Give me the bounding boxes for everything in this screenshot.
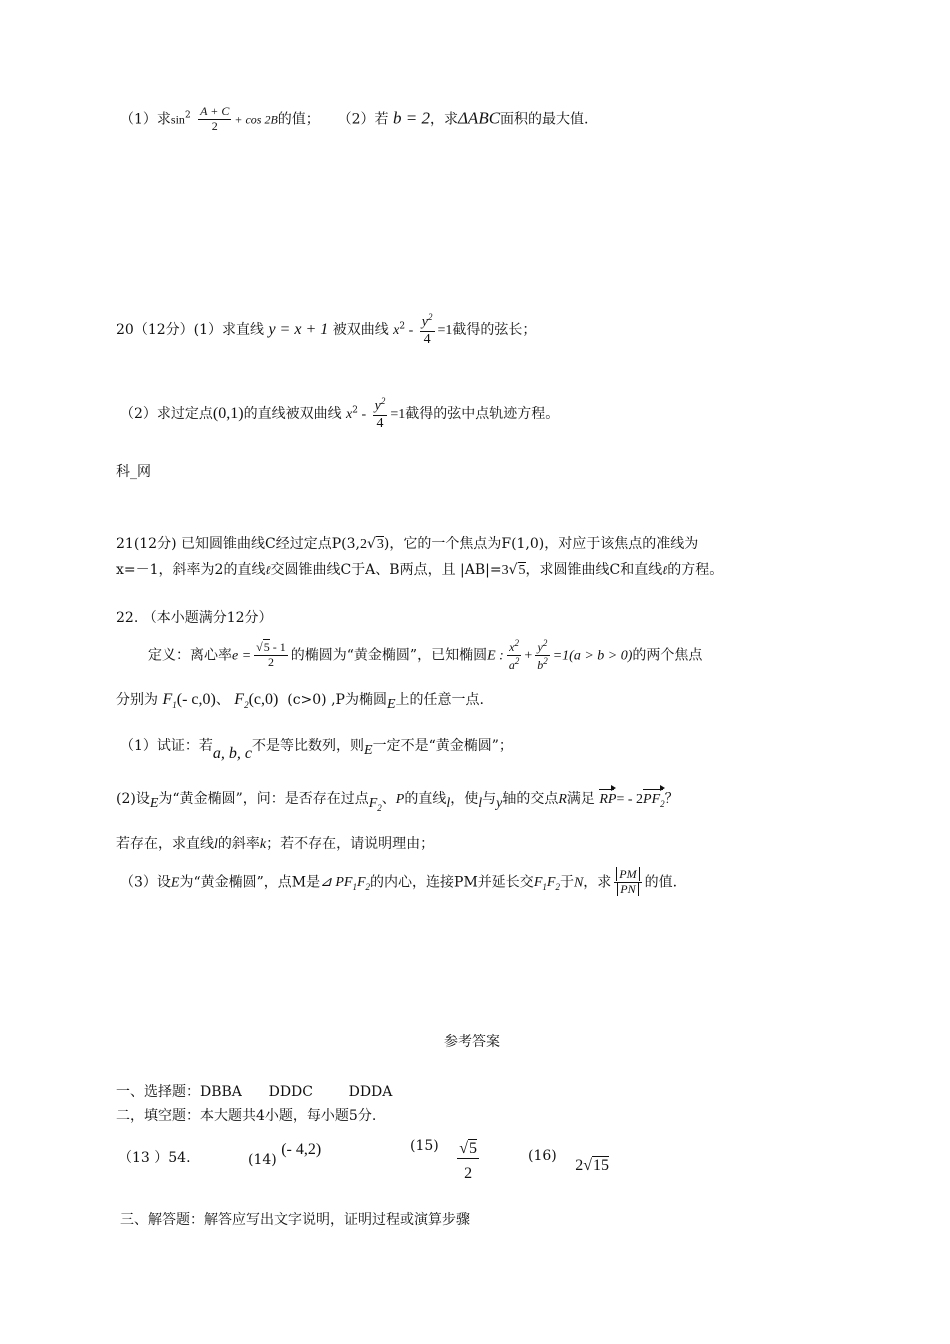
fraction-ac-over-2: $\frac{A + C}{2}$	[200, 104, 230, 133]
pm-over-pn: $\frac{PM}{PN}$	[614, 868, 641, 897]
q22-definition: 定义：离心率e = $\frac{√5 - 1}{2}$ 的椭圆为“黄金椭圆”，已知椭圆E : $\frac{x^2}{a^2}$ + $\frac{y^2}{b^2}$ =1(a > b > 0)的两个焦点	[148, 638, 703, 672]
q20-line-1: 20（12分）(1）求直线 y = x + 1 被双曲线 $x^2$ - $\frac{y^2}{4}$ =1截得的弦长；	[116, 312, 537, 347]
answers-section3: 三、解答题：解答应写出文字说明，证明过程或演算步骤	[120, 1212, 470, 1228]
triangle-abc: ΔABC	[457, 108, 501, 128]
vector-pf2: $PF_2$	[643, 788, 665, 810]
q19-line: （1）求$\sin^2$ $\frac{A + C}{2}$ + cos 2B的值； （2）若 b = 2，求ΔABC面积的最大值.	[120, 104, 589, 133]
q22-part1: （1）试证：若a, b, c不是等比数列，则$_E$一定不是“黄金椭圆”；	[120, 738, 513, 762]
sin-text: sin	[170, 112, 185, 127]
q22-header: 22. （本小题满分12分）	[116, 610, 273, 626]
answer-15: (15) $\frac{√5}{2}$	[410, 1138, 477, 1183]
q21-line-2: x=－1，斜率为2的直线ℓ交圆锥曲线C于A、B两点，且 |AB|=3√5，求圆锥曲线C和直线ℓ的方程。	[116, 562, 724, 578]
q22-part2: (2)设$_E$为“黄金椭圆”，问：是否存在过点$_{F_2}$、P的直线$_l$，使$_l$与$_y$轴的交点R满足 $RP= - 2PF_2$？	[116, 788, 679, 813]
answers-choice: 一、选择题：DBBA DDDC DDDA	[116, 1084, 393, 1100]
watermark-text: 科_网	[116, 464, 151, 480]
q22-foci: 分别为 $F_1(-$ c,0)、 $F_2(c,0)$ (c>0) ,P为椭圆$_E$上的任意一点.	[116, 691, 484, 712]
fraction-y2-over-4-b: $\frac{y^2}{4}$	[374, 396, 386, 431]
answer-14: (14) (- 4,2)	[248, 1141, 322, 1168]
sqrt5-over-2: $\frac{√5}{2}$	[459, 1140, 477, 1183]
y2-over-b2: $\frac{y^2}{b^2}$	[537, 638, 548, 672]
answer-13: （13 ）54.	[118, 1150, 191, 1166]
answers-title: 参考答案	[444, 1034, 500, 1050]
x2-over-a2: $\frac{x^2}{a^2}$	[508, 638, 520, 672]
answers-fill-intro: 二，填空题：本大题共4小题，每小题5分.	[116, 1108, 377, 1124]
golden-ratio-fraction: $\frac{√5 - 1}{2}$	[256, 640, 286, 669]
answer-16: (16) 2√15	[528, 1148, 609, 1174]
vector-rp: RP	[599, 788, 616, 809]
q22-part2-b: 若存在，求直线l的斜率k；若不存在，请说明理由；	[116, 836, 435, 852]
q20-line-2: （2）求过定点(0,1)的直线被双曲线 $x^2$ - $\frac{y^2}{4}$ =1截得的弦中点轨迹方程。	[120, 396, 560, 431]
fraction-y2-over-4: $\frac{y^2}{4}$	[421, 312, 433, 347]
q21-line-1: 21(12分) 已知圆锥曲线C经过定点P(3,2√3)，它的一个焦点为F(1,0)，对应于该焦点的准线为	[116, 536, 699, 552]
q22-part3: （3）设E为“黄金椭圆”，点M是⊿ $PF_1F_2$的内心，连接PM并延长交$F_1F_2$于N，求 $\frac{PM}{PN}$ 的值.	[120, 867, 678, 896]
